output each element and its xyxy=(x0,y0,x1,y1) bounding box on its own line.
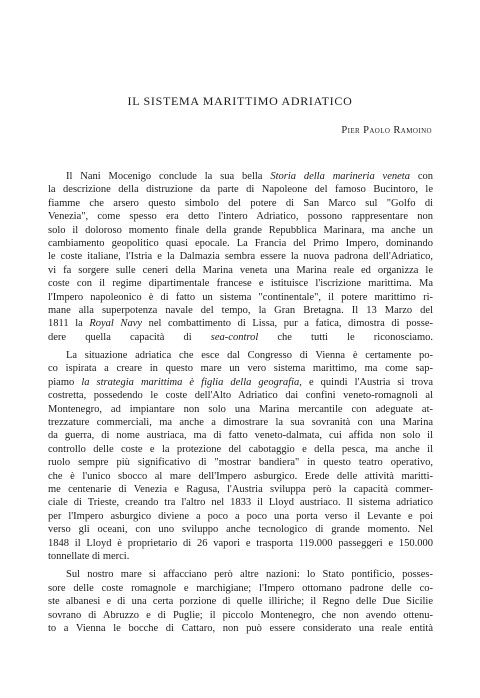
text-line xyxy=(48,595,433,608)
text-line xyxy=(48,582,433,595)
text-line xyxy=(48,456,433,469)
text-run: Il Nani Mocenigo conclude la sua bella xyxy=(66,171,271,182)
text-line xyxy=(48,403,433,416)
text-run: Venezia", come spesso era detto l'intero Adriatico, possono rappresentare non xyxy=(48,211,433,223)
text-run: tonnellate di merci. xyxy=(48,550,130,562)
text-run: Montenegro, ad impiantare non solo una Marina mercantile con adeguate at- xyxy=(48,403,433,415)
text-run: 1848 il Lloyd è proprietario di 26 vapori e trasporta 119.000 passeggeri e 150.000 xyxy=(48,537,433,549)
text-run: trezzature commerciali, ma anche a dimostrare la sua sovranità con una Marina xyxy=(48,417,433,429)
text-run: mane alla superpotenza navale del tempo, la Gran Bretagna. Il 13 Marzo del xyxy=(48,304,433,316)
text-run: to a Vienna le bocche di Cattaro, non può essere considerato una reale entità xyxy=(48,622,433,634)
text-run: ste albanesi e di una certa porzione di quelle illiriche; il Regno delle Due Sicilie xyxy=(48,596,433,608)
italic-text: Storia della marineria veneta xyxy=(270,171,410,182)
text-run: nel combattimento di Lissa, pur a fatica, dimostra di posse- xyxy=(142,318,433,330)
text-run: le coste italiane, l'Istria e la Dalmazia sembra essere la nuova padrona dell'Adriatico, xyxy=(48,251,433,263)
text-run: dere quella capacità di xyxy=(48,331,211,343)
text-run: ruolo sempre più significativo di "mostrar bandiera" in questo teatro operativo, xyxy=(48,457,433,469)
text-run: La situazione adriatica che esce dal Congresso di Vienna è certamente po- xyxy=(66,350,433,362)
text-run: cambiamento geopolitico quasi epocale. La Francia del Primo Impero, dominando xyxy=(48,237,433,249)
text-line xyxy=(48,568,433,581)
text-run: , e quindi l'Austria si trova xyxy=(299,376,433,388)
text-line xyxy=(48,304,433,317)
text-run: co ispirata a creare in questo mare un vero sistema marittimo, ma come sap- xyxy=(48,363,433,375)
text-line xyxy=(48,537,433,550)
text-run: sovrano di Abruzzo e di Puglie; il piccolo Montenegro, che non avendo ottenu- xyxy=(48,609,433,621)
text-run: l'Impero napoleonico è di fatto un sistema "continentale", il potere marittimo ri- xyxy=(48,291,433,303)
text-line xyxy=(48,317,433,330)
text-line xyxy=(48,331,433,344)
text-line xyxy=(48,389,433,402)
text-run: ciale di Trieste, creando tra l'altro nel 1833 il Lloyd austriaco. Il sistema adriatico xyxy=(48,497,433,509)
text-line xyxy=(48,237,433,250)
text-line xyxy=(48,224,433,237)
text-run: con xyxy=(409,171,433,182)
text-line xyxy=(48,622,433,635)
text-line xyxy=(48,523,433,536)
text-run: la descrizione della distruzione da parte di Napoleone del famoso Bucintoro, le xyxy=(48,184,433,196)
text-line xyxy=(48,277,433,290)
text-line xyxy=(48,609,433,622)
text-line xyxy=(48,362,433,375)
italic-text: la strategia marittima è figlia della geografia xyxy=(81,376,300,388)
text-run: Sul nostro mare si affacciano però altre nazioni: lo Stato pontificio, posses- xyxy=(66,569,433,581)
text-line xyxy=(48,210,433,223)
paragraph xyxy=(48,349,433,563)
paragraph xyxy=(48,568,433,635)
text-line xyxy=(48,264,433,277)
text-run: me centenarie di Venezia e Ragusa, l'Austria sviluppa però la capacità commer- xyxy=(48,483,433,495)
text-line xyxy=(48,470,433,483)
text-run: che tutti le riconosciamo. xyxy=(258,331,434,343)
text-line xyxy=(48,550,433,563)
paragraph xyxy=(48,170,433,344)
text-line xyxy=(48,510,433,523)
text-line xyxy=(48,291,433,304)
text-line xyxy=(48,197,433,210)
italic-text: Royal Navy xyxy=(89,318,143,330)
author-name: Pier Paolo Ramoino xyxy=(341,125,432,136)
text-line xyxy=(48,376,433,389)
text-line xyxy=(48,416,433,429)
text-line xyxy=(48,429,433,442)
text-run: coste con il regime dipartimentale francese e istituisce l'iscrizione marittima. Ma xyxy=(48,278,433,290)
text-run: costretta, possedendo le coste dell'Alto Adriatico dai confini veneto-romagnoli al xyxy=(48,390,433,402)
text-line xyxy=(48,250,433,263)
italic-text: sea-control xyxy=(210,331,259,343)
text-run: verso gli oceani, con uno sviluppo anche tecnologico di grande momento. Nel xyxy=(48,524,433,536)
text-run: fiamme che arsero questo simbolo del potere di San Marco sul "Golfo di xyxy=(48,197,433,209)
text-run: solo il doloroso momento finale della grande Repubblica Marinara, ma anche un xyxy=(48,224,433,236)
article-title: IL SISTEMA MARITTIMO ADRIATICO xyxy=(127,94,353,108)
text-line xyxy=(48,183,433,196)
text-run: da guerra, di nome austriaca, ma di fatto veneto-dalmata, cui affida non solo il xyxy=(48,430,433,442)
text-run: per l'Impero asburgico diviene a poco a poco una porta verso il Levante e poi xyxy=(48,510,433,522)
text-line xyxy=(48,483,433,496)
text-run: piamo xyxy=(48,376,82,388)
text-line xyxy=(48,443,433,456)
text-run: vi fa sorgere sulle ceneri della Marina veneta una Marina reale ed organizza le xyxy=(48,264,433,276)
text-run: 1811 la xyxy=(48,318,90,330)
text-line xyxy=(48,496,433,509)
text-run: controllo delle coste e la protezione del cabotaggio e della pesca, ma anche il xyxy=(48,443,433,455)
text-line xyxy=(48,170,433,183)
article-body xyxy=(48,170,433,640)
text-run: sore delle coste romagnole e marchigiane; l'Impero ottomano padrone delle co- xyxy=(48,582,433,594)
text-run: che è l'unico sbocco al mare dell'Impero asburgico. Erede delle attività maritti- xyxy=(48,470,433,482)
text-line xyxy=(48,349,433,362)
